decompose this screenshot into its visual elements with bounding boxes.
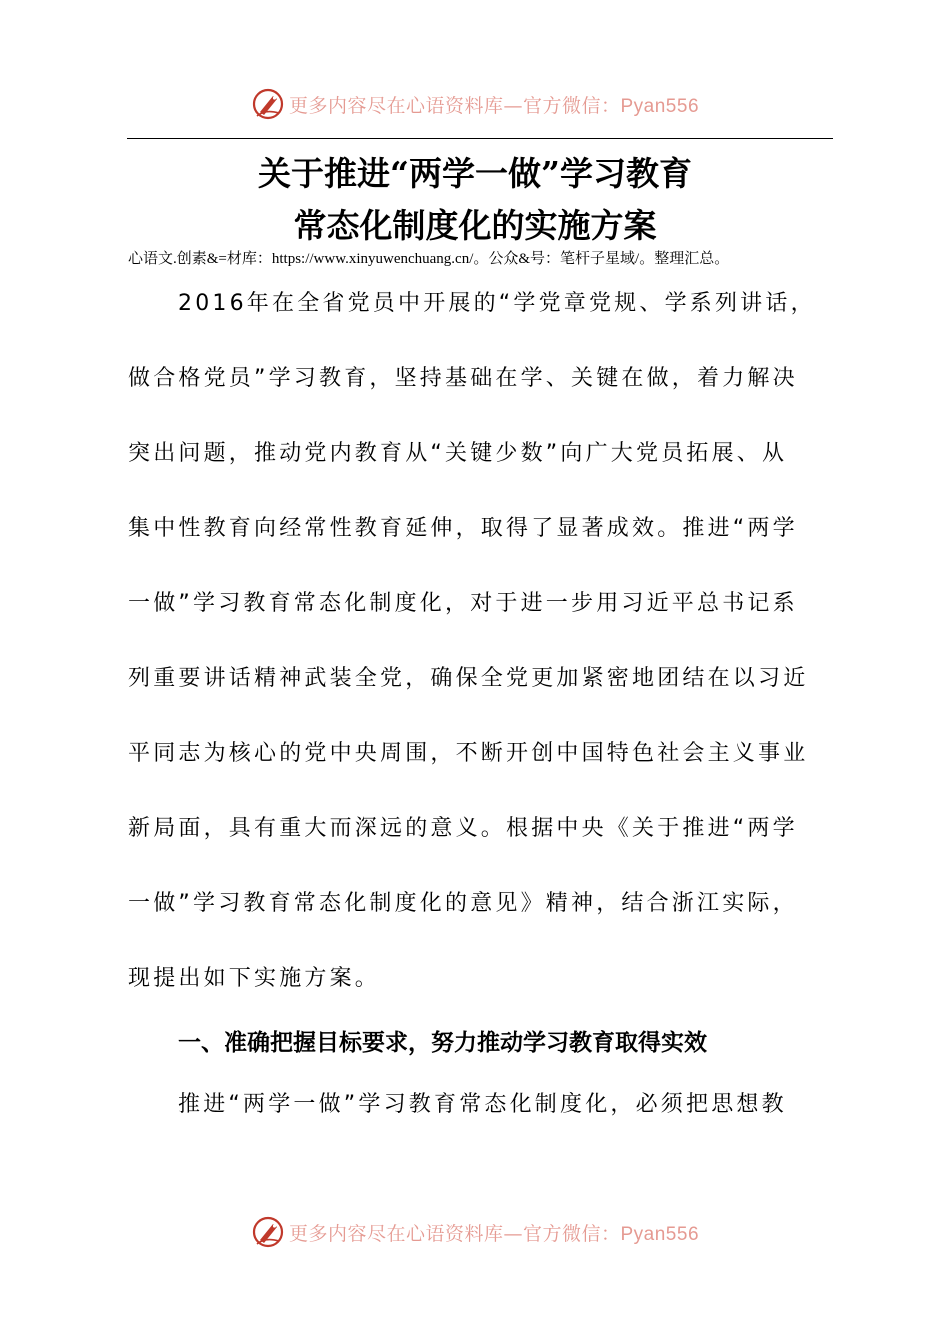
document-title-line-1: 关于推进“两学一做”学习教育 xyxy=(258,154,692,193)
pen-nib-logo-icon xyxy=(251,1215,285,1249)
paragraph-line: 2016年在全省党员中开展的“学党章党规、学系列讲话， xyxy=(178,291,816,316)
banner-slogan: 更多内容尽在心语资料库—官方微信： xyxy=(288,94,621,117)
paragraph-line: 列重要讲话精神武装全党，确保全党更加紧密地团结在以习近 xyxy=(128,666,809,691)
paragraph-line: 新局面，具有重大而深远的意义。根据中央《关于推进“两学 xyxy=(128,816,798,841)
footer-banner xyxy=(0,1212,950,1252)
paragraph-line: 推进“两学一做”学习教育常态化制度化，必须把思想教 xyxy=(178,1092,787,1117)
paragraph-line: 突出问题，推动党内教育从“关键少数”向广大党员拓展、从 xyxy=(128,441,788,466)
banner-wechat-handle: Pyan556 xyxy=(620,95,700,117)
section-heading-1: 一、准确把握目标要求，努力推动学习教育取得实效 xyxy=(178,1030,707,1056)
paragraph-line: 一做”学习教育常态化制度化的意见》精神，结合浙江实际， xyxy=(128,891,798,916)
banner-text xyxy=(289,1219,699,1246)
pen-nib-logo-icon xyxy=(251,87,285,121)
paragraph-line: 一做”学习教育常态化制度化，对于进一步用习近平总书记系 xyxy=(128,591,798,616)
paragraph-line: 集中性教育向经常性教育延伸，取得了显著成效。推进“两学 xyxy=(128,516,798,541)
header-divider xyxy=(127,138,833,139)
source-note: 心语文.创素&=材库：https://www.xinyuwenchuang.cn/。公众&号：笔杆子星域/。整理汇总。 xyxy=(128,251,730,267)
banner-wechat-handle: Pyan556 xyxy=(620,1223,700,1245)
paragraph-line: 平同志为核心的党中央周围，不断开创中国特色社会主义事业 xyxy=(128,741,809,766)
header-banner xyxy=(0,84,950,124)
banner-text xyxy=(289,91,699,118)
document-title-line-2: 常态化制度化的实施方案 xyxy=(293,206,657,245)
paragraph-line: 现提出如下实施方案。 xyxy=(128,966,381,991)
paragraph-line: 做合格党员”学习教育，坚持基础在学、关键在做，着力解决 xyxy=(128,366,798,391)
banner-slogan: 更多内容尽在心语资料库—官方微信： xyxy=(288,1222,621,1245)
